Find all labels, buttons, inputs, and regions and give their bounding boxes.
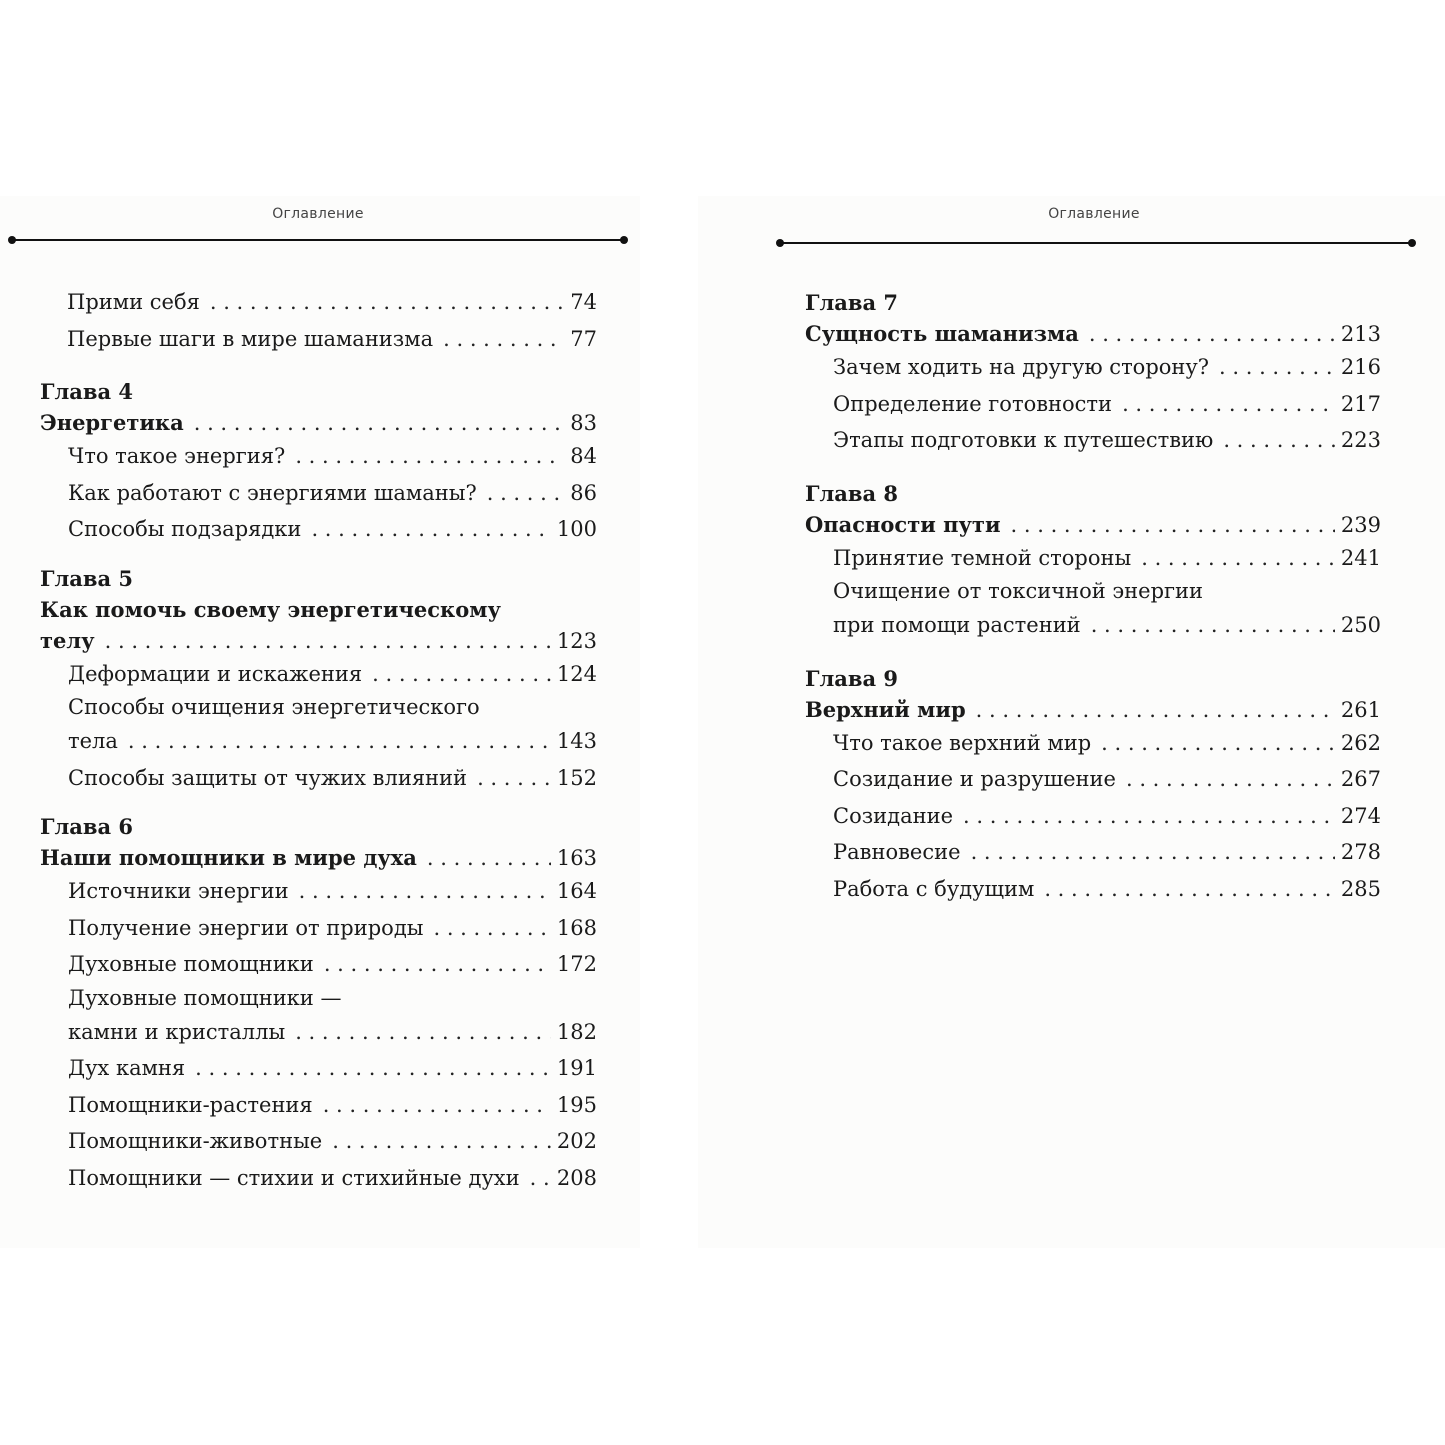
toc-page-number: 84 <box>570 444 597 468</box>
toc-entry-title: Определение готовности <box>833 391 1113 416</box>
toc-page-number: 217 <box>1340 391 1381 416</box>
toc-page-number: 191 <box>556 1056 597 1080</box>
toc-page-number: 83 <box>570 411 597 435</box>
dot-leader <box>323 1087 551 1124</box>
toc-page-number: 213 <box>1340 322 1381 346</box>
toc-entry[interactable] <box>40 1050 597 1087</box>
toc-entry-title: Созидание <box>833 803 954 828</box>
toc-entry[interactable] <box>67 284 597 321</box>
toc-page-number: 267 <box>1340 767 1381 791</box>
toc-entry[interactable] <box>805 386 1381 423</box>
toc-page-number: 164 <box>556 879 597 903</box>
running-head: Оглавление <box>272 206 364 222</box>
toc-page-number: 123 <box>556 628 597 653</box>
toc-entry[interactable] <box>40 1123 597 1160</box>
toc-entry-title[interactable]: Духовные помощники — <box>68 985 342 1010</box>
dot-leader <box>332 1123 551 1160</box>
toc-entry[interactable] <box>805 798 1381 835</box>
toc-page-number: 195 <box>556 1092 597 1117</box>
chapter-title: Верхний мир <box>805 696 966 722</box>
toc-entry-title: Что такое верхний мир <box>833 730 1092 755</box>
chapter-title: Сущность шаманизма <box>805 321 1079 346</box>
dot-leader <box>311 511 550 548</box>
toc-entry-title: Помощники-животные <box>68 1129 323 1153</box>
dot-leader <box>1089 319 1335 350</box>
chapter-heading[interactable] <box>40 407 597 438</box>
toc-entry-title-continued: тела <box>68 729 118 753</box>
toc-entry[interactable] <box>805 871 1381 908</box>
dot-leader <box>1141 540 1335 577</box>
toc-page-number: 74 <box>570 290 597 314</box>
toc-entry[interactable] <box>40 1014 597 1051</box>
chapter-heading[interactable] <box>40 625 597 656</box>
toc-entry[interactable] <box>805 725 1381 762</box>
dot-leader <box>105 626 551 657</box>
toc-page-number: 223 <box>1340 428 1381 452</box>
dot-leader <box>210 284 564 321</box>
toc-entry[interactable] <box>40 873 597 910</box>
toc-page-number: 202 <box>556 1129 597 1153</box>
dot-leader <box>1126 761 1335 798</box>
toc-entry[interactable] <box>805 607 1381 644</box>
running-head: Оглавление <box>1048 206 1140 222</box>
chapter-label: Глава 7 <box>805 290 899 315</box>
dot-leader <box>971 834 1335 871</box>
toc-entry[interactable] <box>40 475 597 512</box>
toc-page-number: 77 <box>570 326 597 351</box>
chapter-label: Глава 6 <box>40 814 134 839</box>
dot-leader <box>433 910 550 947</box>
toc-entry-title: Работа с будущим <box>833 876 1035 901</box>
chapter-title: Наши помощники в мире духа <box>40 845 417 870</box>
toc-entry[interactable] <box>40 656 597 693</box>
chapter-heading[interactable] <box>40 842 597 873</box>
chapter-label: Глава 9 <box>805 665 899 691</box>
right-page <box>698 196 1445 1248</box>
chapter-title: Опасности пути <box>805 511 1001 537</box>
chapter-title-continued: телу <box>40 627 95 653</box>
toc-page-number: 182 <box>556 1019 597 1044</box>
toc-entry-title-continued: камни и кристаллы <box>68 1019 286 1044</box>
toc-entry[interactable] <box>67 321 597 358</box>
toc-entry-title: Получение энергии от природы <box>68 915 424 940</box>
toc-page-number: 262 <box>1340 730 1381 755</box>
dot-leader <box>1223 422 1335 459</box>
chapter-title[interactable]: Как помочь своему энергетическому <box>40 596 501 622</box>
toc-entry[interactable] <box>40 723 597 760</box>
table-of-contents <box>40 284 597 1212</box>
toc-page-number: 216 <box>1340 355 1381 379</box>
dot-leader <box>295 1014 551 1051</box>
toc-page-number: 168 <box>556 915 597 940</box>
toc-page-number: 285 <box>1340 876 1381 901</box>
dot-leader <box>1091 607 1335 644</box>
toc-entry-title-continued: при помощи растений <box>833 613 1081 637</box>
toc-page-number: 86 <box>570 480 597 505</box>
dot-leader <box>195 1050 551 1087</box>
toc-entry-title: Помощники-растения <box>68 1092 313 1117</box>
toc-entry-title[interactable]: Очищение от токсичной энергии <box>833 579 1204 603</box>
dot-leader <box>372 656 551 693</box>
toc-entry-title: Этапы подготовки к путешествию <box>833 428 1214 452</box>
toc-page-number: 208 <box>556 1165 597 1190</box>
toc-entry-title[interactable]: Способы очищения энергетического <box>68 695 480 719</box>
dot-leader <box>1219 349 1335 386</box>
header-rule <box>12 239 624 241</box>
chapter-block <box>40 812 597 1196</box>
toc-page-number: 239 <box>1340 512 1381 537</box>
dot-leader <box>1101 725 1335 762</box>
toc-entry[interactable] <box>40 1160 597 1197</box>
toc-entry-title: Прими себя <box>67 290 200 314</box>
toc-entry-title: Равновесие <box>833 840 961 864</box>
dot-leader <box>477 760 551 797</box>
chapter-heading[interactable] <box>805 694 1381 725</box>
toc-entry[interactable] <box>40 438 597 475</box>
toc-entry-title: Принятие темной стороны <box>833 545 1132 570</box>
chapter-heading[interactable] <box>805 318 1381 349</box>
dot-leader <box>963 798 1335 835</box>
toc-page-number: 261 <box>1340 697 1381 722</box>
chapter-block <box>40 564 597 797</box>
toc-entry-title: Помощники — стихии и стихийные духи <box>68 1165 520 1190</box>
dot-leader <box>443 321 564 358</box>
table-of-contents <box>805 288 1381 923</box>
toc-page-number: 172 <box>556 952 597 976</box>
chapter-block <box>805 664 1381 908</box>
toc-entry[interactable] <box>40 760 597 797</box>
dot-leader <box>1044 871 1335 908</box>
chapter-block <box>805 288 1381 459</box>
toc-page-number: 143 <box>556 729 597 753</box>
toc-entry[interactable] <box>805 540 1381 577</box>
dot-leader <box>194 408 565 439</box>
toc-page-number: 250 <box>1340 613 1381 637</box>
chapter-heading[interactable] <box>805 509 1381 540</box>
toc-page-number: 100 <box>556 517 597 541</box>
toc-entry[interactable] <box>40 946 597 983</box>
dot-leader <box>427 843 551 874</box>
chapter-block <box>805 479 1381 644</box>
toc-entry[interactable] <box>40 1087 597 1124</box>
continued-entries <box>40 284 597 357</box>
toc-entry[interactable] <box>805 761 1381 798</box>
dot-leader <box>295 438 564 475</box>
dot-leader <box>299 873 551 910</box>
toc-entry-title: Что такое энергия? <box>68 444 286 468</box>
toc-page-number: 241 <box>1340 545 1381 570</box>
toc-page-number: 274 <box>1340 803 1381 828</box>
toc-entry-title: Деформации и искажения <box>68 661 363 686</box>
toc-entry-title: Источники энергии <box>68 879 289 903</box>
toc-page-number: 278 <box>1340 840 1381 864</box>
chapter-label: Глава 5 <box>40 565 134 591</box>
toc-entry-title: Духовные помощники <box>68 952 314 976</box>
left-page <box>0 196 640 1248</box>
toc-entry-title: Способы подзарядки <box>68 517 302 541</box>
header-rule <box>780 242 1412 244</box>
toc-entry-title: Как работают с энергиями шаманы? <box>68 480 477 505</box>
toc-page-number: 163 <box>556 846 597 870</box>
toc-page-number: 152 <box>556 765 597 790</box>
dot-leader <box>128 723 551 760</box>
dot-leader <box>487 475 565 512</box>
dot-leader <box>976 695 1335 726</box>
toc-entry[interactable] <box>40 511 597 548</box>
toc-entry[interactable] <box>805 834 1381 871</box>
toc-entry-title: Дух камня <box>68 1056 186 1080</box>
chapter-title: Энергетика <box>40 410 184 435</box>
toc-entry-title: Способы защиты от чужих влияний <box>68 765 468 790</box>
dot-leader <box>530 1160 551 1197</box>
dot-leader <box>1011 510 1335 541</box>
toc-entry-title: Созидание и разрушение <box>833 767 1116 791</box>
chapter-label: Глава 4 <box>40 379 134 404</box>
chapter-block <box>40 377 597 548</box>
toc-entry-title: Зачем ходить на другую сторону? <box>833 355 1210 379</box>
toc-page-number: 124 <box>556 661 597 686</box>
toc-entry-title: Первые шаги в мире шаманизма <box>67 326 434 351</box>
toc-entry[interactable] <box>805 422 1381 459</box>
chapter-label: Глава 8 <box>805 480 899 506</box>
toc-entry[interactable] <box>805 349 1381 386</box>
dot-leader <box>1122 386 1335 423</box>
toc-entry[interactable] <box>40 910 597 947</box>
dot-leader <box>324 946 551 983</box>
